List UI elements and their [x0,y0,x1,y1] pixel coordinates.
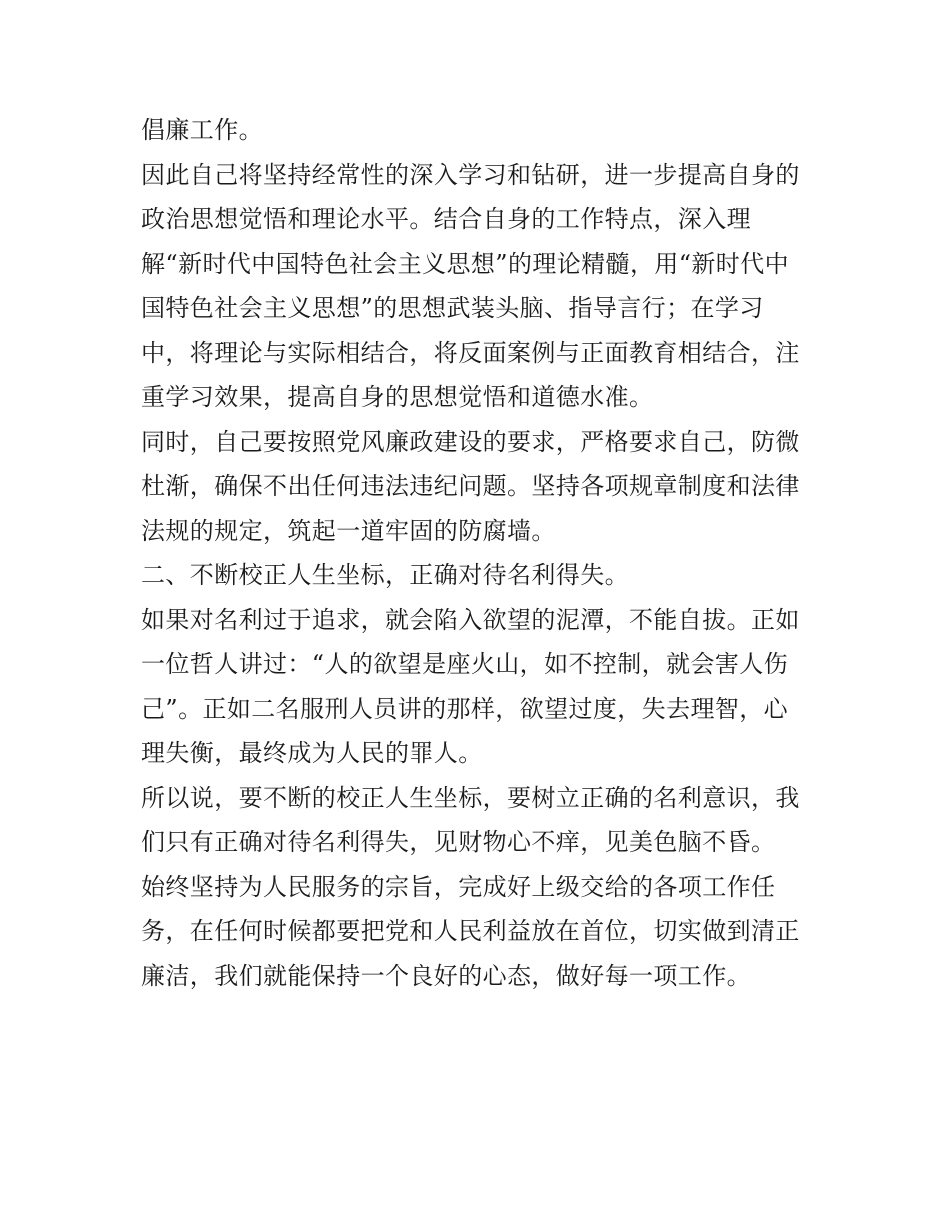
text-line: 务，在任何时候都要把党和人民利益放在首位，切实做到清正 [141,917,800,945]
text-line: 一位哲人讲过：“人的欲望是座火山，如不控制，就会害人伤 [141,650,789,678]
text-line: 中，将理论与实际相结合，将反面案例与正面教育相结合，注 [141,338,800,367]
text-line: 因此自己将坚持经常性的深入学习和钻研，进一步提高自身的 [141,160,800,189]
text-line: 政治思想觉悟和理论水平。结合自身的工作特点，深入理 [141,205,751,233]
text-line: 所以说，要不断的校正人生坐标，要树立正确的名利意识，我 [141,783,800,812]
text-line: 法规的规定，筑起一道牢固的防腐墙。 [141,516,556,545]
text-line: 廉洁，我们就能保持一个良好的心态，做好每一项工作。 [141,961,751,990]
text-line: 同时，自己要按照党风廉政建设的要求，严格要求自己，防微 [141,427,800,456]
text-line: 们只有正确对待名利得失，见财物心不痒，见美色脑不昏。 [141,828,776,856]
text-line: 国特色社会主义思想”的思想武装头脑、指导言行；在学习 [141,294,764,322]
text-line: 己”。正如二名服刑人员讲的那样，欲望过度，失去理智，心 [141,694,789,723]
text-line: 杜渐，确保不出任何违法违纪问题。坚持各项规章制度和法律 [141,472,800,500]
text-line: 倡廉工作。 [141,116,263,144]
text-line: 如果对名利过于追求，就会陷入欲望的泥潭，不能自拔。正如 [141,605,800,634]
text-line: 理失衡，最终成为人民的罪人。 [141,739,483,767]
section-heading: 二、不断校正人生坐标，正确对待名利得失。 [141,561,629,589]
text-line: 重学习效果，提高自身的思想觉悟和道德水准。 [141,383,654,411]
text-line: 解“新时代中国特色社会主义思想”的理论精髓，用“新时代中 [141,249,790,278]
document-body [141,108,816,998]
text-line: 始终坚持为人民服务的宗旨，完成好上级交给的各项工作任 [141,872,776,901]
